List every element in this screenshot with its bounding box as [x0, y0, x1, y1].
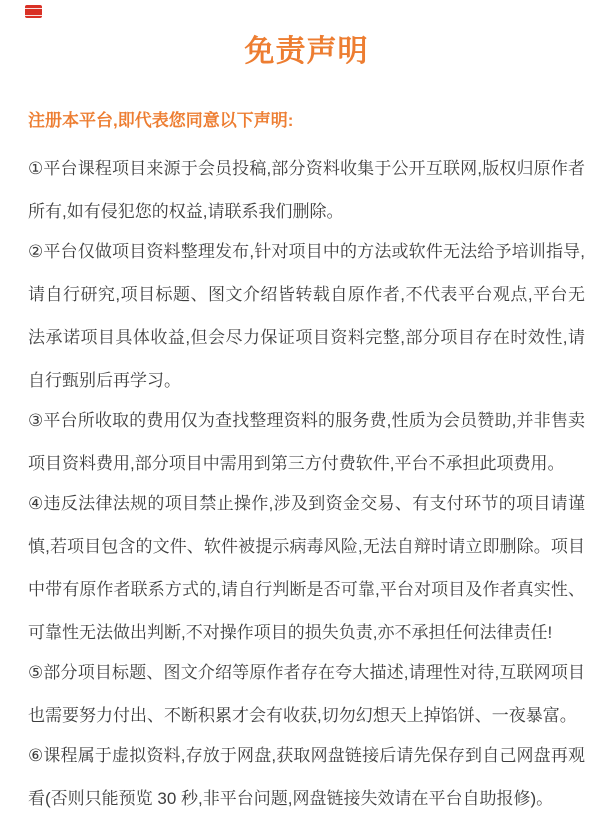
disclaimer-paragraph-1: ①平台课程项目来源于会员投稿,部分资料收集于公开互联网,版权归原作者所有,如有侵犯您的权益,请联系我们删除。: [28, 159, 585, 221]
red-stamp-icon: [25, 5, 42, 18]
intro-statement: 注册本平台,即代表您同意以下声明:: [28, 111, 294, 130]
disclaimer-paragraph-3: ③平台所收取的费用仅为查找整理资料的服务费,性质为会员赞助,并非售卖项目资料费用,部分项目中需用到第三方付费软件,平台不承担此项费用。: [28, 411, 585, 473]
page-title: 免责声明: [244, 35, 369, 68]
disclaimer-body: [28, 147, 585, 820]
disclaimer-paragraph-6: ⑥课程属于虚拟资料,存放于网盘,获取网盘链接后请先保存到自己网盘再观看(否则只能预览 30 秒,非平台问题,网盘链接失效请在平台自助报修)。: [28, 746, 585, 808]
disclaimer-paragraph-4: ④违反法律法规的项目禁止操作,涉及到资金交易、有支付环节的项目请谨慎,若项目包含的文件、软件被提示病毒风险,无法自辩时请立即删除。项目中带有原作者联系方式的,请自行判断是否可靠,平台对项目及作者真实性、可靠性无法做出判断,不对操作项目的损失负责,亦不承担任何法律责任!: [28, 494, 585, 642]
disclaimer-paragraph-5: ⑤部分项目标题、图文介绍等原作者存在夸大描述,请理性对待,互联网项目也需要努力付出、不断积累才会有收获,切勿幻想天上掉馅饼、一夜暴富。: [28, 663, 585, 725]
disclaimer-paragraph-2: ②平台仅做项目资料整理发布,针对项目中的方法或软件无法给予培训指导,请自行研究,项目标题、图文介绍皆转载自原作者,不代表平台观点,平台无法承诺项目具体收益,但会尽力保证项目资料完整,部分项目存在时效性,请自行甄别后再学习。: [28, 242, 585, 390]
